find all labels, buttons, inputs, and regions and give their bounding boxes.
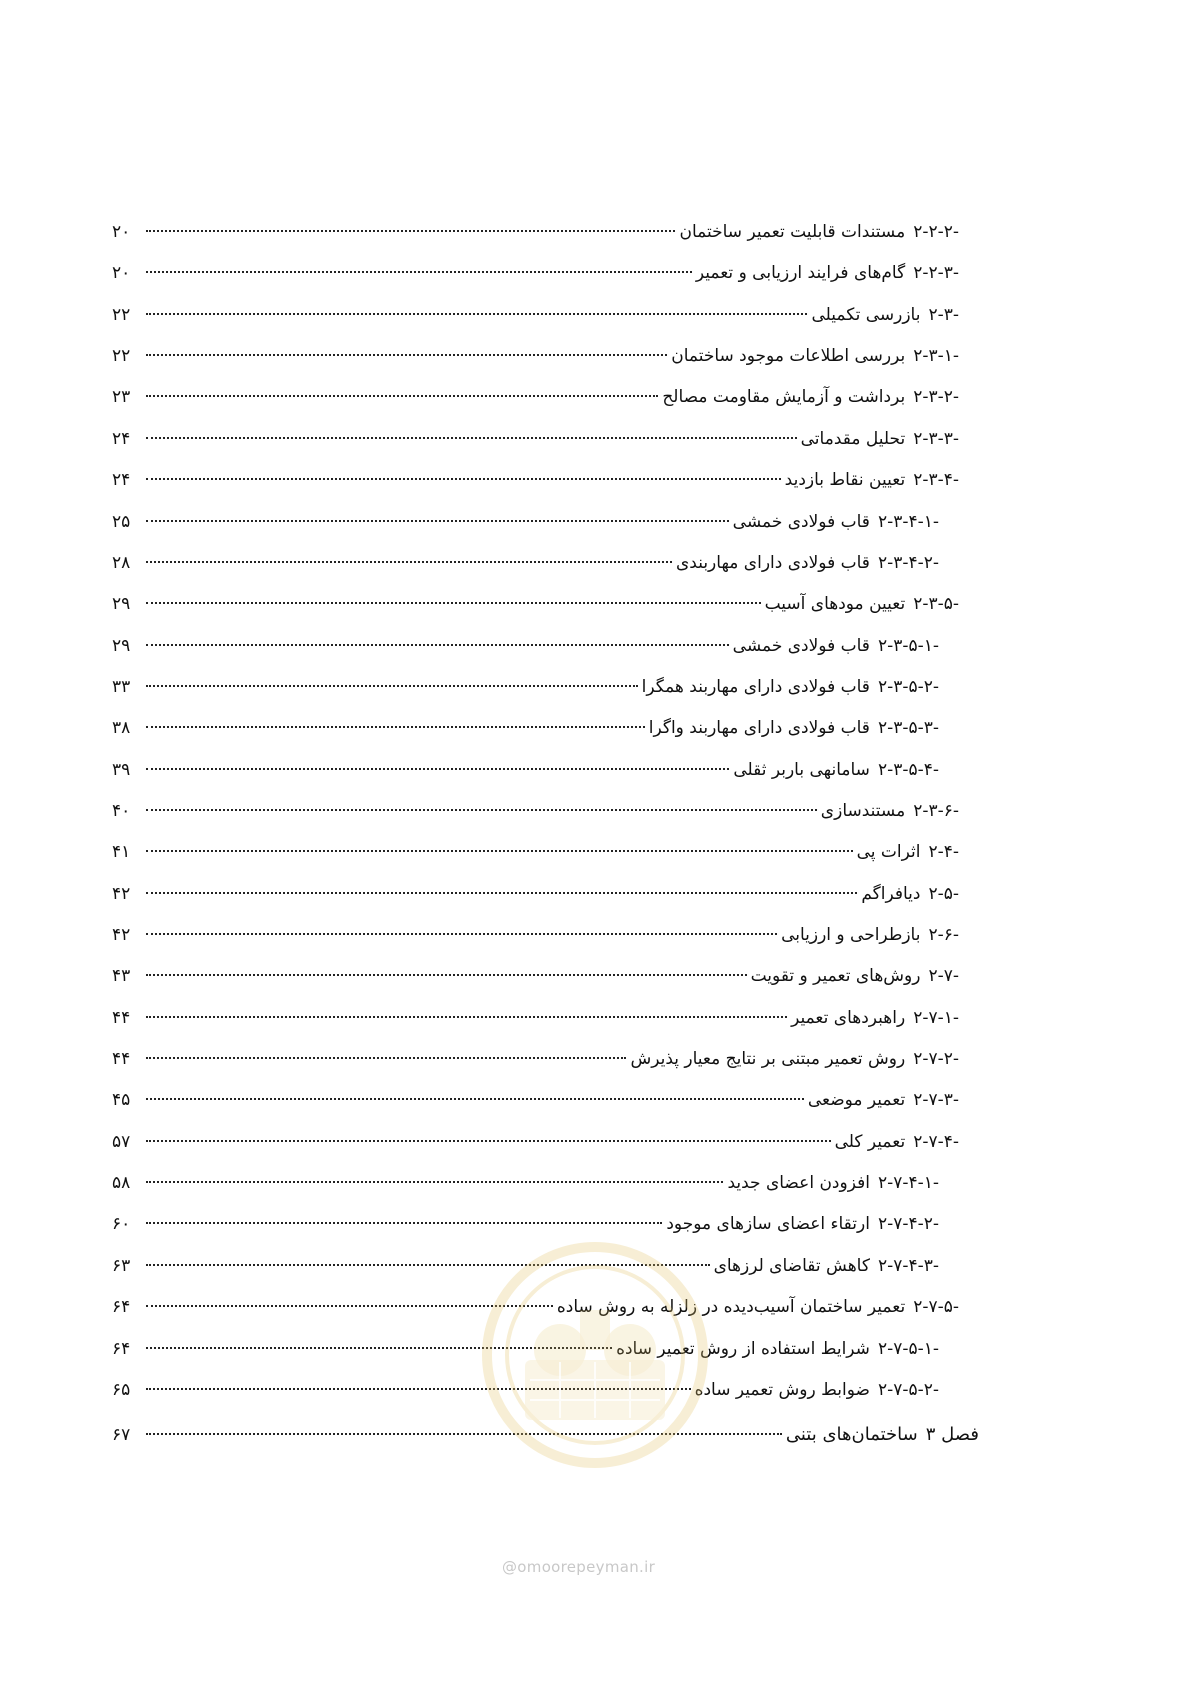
dot-leader bbox=[146, 230, 675, 232]
toc-entry-line bbox=[146, 1287, 959, 1327]
toc-entry-number: ۲-۳-۵-۳- bbox=[877, 718, 939, 738]
toc-entry-number: ۲-۲-۲- bbox=[913, 222, 959, 242]
toc-entry-line bbox=[146, 750, 939, 790]
dot-leader bbox=[146, 520, 729, 522]
toc-entry-line bbox=[146, 460, 959, 500]
dot-leader bbox=[146, 478, 781, 480]
toc-entry-line bbox=[146, 791, 959, 831]
toc-entry-line bbox=[146, 1370, 939, 1410]
toc-entry-number: ۲-۷-۱- bbox=[913, 1008, 959, 1028]
dot-leader bbox=[146, 850, 853, 852]
toc-entry-title: قاب فولادی خمشی bbox=[732, 512, 870, 532]
toc-entry-title: شرایط استفاده از روش تعمیر ساده bbox=[616, 1339, 870, 1359]
toc-entry-line bbox=[146, 295, 959, 335]
toc-entry[interactable] bbox=[0, 1287, 1191, 1327]
toc-entry[interactable] bbox=[0, 1163, 1191, 1203]
toc-entry-title: قاب فولادی دارای مهاربندی bbox=[675, 553, 870, 573]
toc-page-number: ۶۷ bbox=[112, 1425, 131, 1445]
toc-entry-line bbox=[146, 377, 959, 417]
dot-leader bbox=[146, 395, 658, 397]
toc-entry[interactable] bbox=[0, 832, 1191, 872]
toc-entry-number: ۲-۳-۴-۱- bbox=[877, 512, 939, 532]
toc-entry-line bbox=[146, 708, 939, 748]
dot-leader bbox=[146, 1264, 710, 1266]
toc-entry[interactable] bbox=[0, 791, 1191, 831]
toc-page-number: ۳۹ bbox=[112, 760, 131, 780]
toc-page-number: ۴۳ bbox=[112, 966, 131, 986]
toc-entry-number: ۲-۴- bbox=[928, 842, 959, 862]
dot-leader bbox=[146, 1347, 612, 1349]
toc-page-number: ۴۵ bbox=[112, 1090, 131, 1110]
dot-leader bbox=[146, 1222, 662, 1224]
toc-entry-number: ۲-۳-۵-۱- bbox=[877, 636, 939, 656]
dot-leader bbox=[146, 933, 777, 935]
toc-entry-number: ۲-۲-۳- bbox=[913, 263, 959, 283]
toc-entry-title: ساختمان‌های بتنی bbox=[785, 1424, 918, 1445]
toc-page-number: ۶۴ bbox=[112, 1339, 131, 1359]
toc-entry[interactable] bbox=[0, 1204, 1191, 1244]
dot-leader bbox=[146, 1098, 804, 1100]
dot-leader bbox=[146, 1057, 626, 1059]
dot-leader bbox=[146, 726, 645, 728]
dot-leader bbox=[146, 561, 672, 563]
toc-page-number: ۲۲ bbox=[112, 305, 131, 325]
toc-page-number: ۲۳ bbox=[112, 387, 131, 407]
toc-entry-line bbox=[146, 915, 959, 955]
toc-entry-line bbox=[146, 832, 959, 872]
toc-entry-title: افزودن اعضای جدید bbox=[727, 1173, 870, 1193]
toc-entry[interactable] bbox=[0, 750, 1191, 790]
toc-entry-title: تعمیر موضعی bbox=[807, 1090, 906, 1110]
toc-entry-title: تعمیر ساختمان آسیب‌دیده در زلزله به روش ساده bbox=[556, 1297, 906, 1317]
toc-chapter-entry[interactable] bbox=[0, 1415, 1191, 1455]
dot-leader bbox=[146, 768, 729, 770]
table-of-contents bbox=[0, 212, 1191, 1612]
toc-entry-number: ۲-۷-۳- bbox=[913, 1090, 959, 1110]
toc-entry-number: ۲-۳-۲- bbox=[913, 387, 959, 407]
toc-page-number: ۲۲ bbox=[112, 346, 131, 366]
toc-entry-number: ۲-۳-۶- bbox=[913, 801, 959, 821]
toc-entry[interactable] bbox=[0, 1039, 1191, 1079]
toc-entry-number: ۲-۶- bbox=[928, 925, 959, 945]
toc-entry-line bbox=[146, 667, 939, 707]
toc-page-number: ۶۰ bbox=[112, 1214, 131, 1234]
toc-entry-line bbox=[146, 1039, 959, 1079]
toc-entry-line bbox=[146, 874, 959, 914]
toc-entry-line bbox=[146, 419, 959, 459]
toc-entry-title: اثرات پی bbox=[856, 842, 921, 862]
toc-entry-number: ۲-۷-۲- bbox=[913, 1049, 959, 1069]
dot-leader bbox=[146, 271, 692, 273]
toc-page-number: ۲۸ bbox=[112, 553, 131, 573]
toc-entry[interactable] bbox=[0, 708, 1191, 748]
toc-entry-number: ۲-۷-۴-۱- bbox=[877, 1173, 939, 1193]
toc-entry[interactable] bbox=[0, 336, 1191, 376]
toc-entry-title: روش‌های تعمیر و تقویت bbox=[750, 966, 921, 986]
dot-leader bbox=[146, 354, 667, 356]
toc-entry[interactable] bbox=[0, 915, 1191, 955]
toc-entry-title: روش تعمیر مبتنی بر نتایج معیار پذیرش bbox=[630, 1049, 906, 1069]
dot-leader bbox=[146, 437, 797, 439]
toc-entry-title: تحلیل مقدماتی bbox=[800, 429, 906, 449]
toc-page-number: ۴۱ bbox=[112, 842, 131, 862]
toc-page-number: ۴۲ bbox=[112, 925, 131, 945]
watermark-url: @omoorepeyman.ir bbox=[502, 1558, 656, 1576]
toc-entry-line bbox=[146, 626, 939, 666]
toc-page-number: ۳۸ bbox=[112, 718, 131, 738]
toc-entry-title: قاب فولادی دارای مهاربند همگرا bbox=[641, 677, 870, 697]
dot-leader bbox=[146, 1388, 691, 1390]
toc-entry-line bbox=[146, 1329, 939, 1369]
toc-entry[interactable] bbox=[0, 1122, 1191, 1162]
dot-leader bbox=[146, 313, 807, 315]
toc-page-number: ۲۰ bbox=[112, 263, 131, 283]
toc-page-number: ۴۲ bbox=[112, 884, 131, 904]
toc-entry-number: ۲-۳-۵-۲- bbox=[877, 677, 939, 697]
toc-entry[interactable] bbox=[0, 460, 1191, 500]
toc-entry-line bbox=[146, 543, 939, 583]
toc-page-number: ۲۹ bbox=[112, 636, 131, 656]
toc-entry-number: ۲-۷-۴-۳- bbox=[877, 1256, 939, 1276]
toc-page-number: ۴۰ bbox=[112, 801, 131, 821]
toc-entry[interactable] bbox=[0, 956, 1191, 996]
toc-entry-number: ۲-۷- bbox=[928, 966, 959, 986]
toc-entry-number: ۲-۳-۱- bbox=[913, 346, 959, 366]
toc-entry[interactable] bbox=[0, 419, 1191, 459]
toc-entry-title: قاب فولادی خمشی bbox=[732, 636, 870, 656]
toc-entry[interactable] bbox=[0, 874, 1191, 914]
toc-entry[interactable] bbox=[0, 253, 1191, 293]
toc-entry-number: ۲-۳- bbox=[928, 305, 959, 325]
toc-page-number: ۴۴ bbox=[112, 1049, 131, 1069]
dot-leader bbox=[146, 1140, 831, 1142]
toc-entry[interactable] bbox=[0, 295, 1191, 335]
toc-entry-title: ضوابط روش تعمیر ساده bbox=[694, 1380, 870, 1400]
toc-entry-title: بازرسی تکمیلی bbox=[811, 305, 921, 325]
toc-entry-line bbox=[146, 502, 939, 542]
toc-entry-number: ۲-۷-۵-۲- bbox=[877, 1380, 939, 1400]
toc-page-number: ۲۴ bbox=[112, 470, 131, 490]
toc-entry-title: تعیین نقاط بازدید bbox=[784, 470, 906, 490]
toc-entry-title: مستندات قابلیت تعمیر ساختمان bbox=[679, 222, 906, 242]
dot-leader bbox=[146, 602, 761, 604]
toc-entry-line bbox=[146, 1246, 939, 1286]
toc-entry-line bbox=[146, 1122, 959, 1162]
toc-entry-line bbox=[146, 1080, 959, 1120]
toc-entry-number: فصل ۳ bbox=[925, 1424, 979, 1445]
toc-entry[interactable] bbox=[0, 1080, 1191, 1120]
toc-page-number: ۳۳ bbox=[112, 677, 131, 697]
toc-entry[interactable] bbox=[0, 1370, 1191, 1410]
toc-entry-number: ۲-۷-۵- bbox=[913, 1297, 959, 1317]
dot-leader bbox=[146, 1305, 553, 1307]
toc-entry-line bbox=[146, 253, 959, 293]
toc-page-number: ۵۷ bbox=[112, 1132, 131, 1152]
toc-entry-title: کاهش تقاضای لرزهای bbox=[713, 1256, 870, 1276]
toc-entry[interactable] bbox=[0, 998, 1191, 1038]
toc-entry-title: دیافراگم bbox=[861, 884, 921, 904]
dot-leader bbox=[146, 974, 747, 976]
toc-entry-line bbox=[146, 1415, 979, 1455]
toc-entry-line bbox=[146, 956, 959, 996]
toc-page-number: ۲۹ bbox=[112, 594, 131, 614]
toc-page-number: ۶۳ bbox=[112, 1256, 131, 1276]
toc-entry-line bbox=[146, 584, 959, 624]
dot-leader bbox=[146, 1016, 787, 1018]
toc-entry-title: بررسی اطلاعات موجود ساختمان bbox=[671, 346, 906, 366]
toc-entry[interactable] bbox=[0, 543, 1191, 583]
toc-entry-title: مستندسازی bbox=[820, 801, 906, 821]
toc-entry-title: قاب فولادی دارای مهاربند واگرا bbox=[648, 718, 870, 738]
toc-entry-line bbox=[146, 998, 959, 1038]
toc-entry-number: ۲-۳-۵-۴- bbox=[877, 760, 939, 780]
dot-leader bbox=[146, 1181, 723, 1183]
toc-entry-number: ۲-۵- bbox=[928, 884, 959, 904]
dot-leader bbox=[146, 892, 857, 894]
toc-entry-line bbox=[146, 1163, 939, 1203]
toc-entry-title: تعمیر کلی bbox=[834, 1132, 906, 1152]
toc-entry-title: تعیین مودهای آسیب bbox=[764, 594, 906, 614]
toc-entry[interactable] bbox=[0, 212, 1191, 252]
dot-leader bbox=[146, 1433, 782, 1435]
dot-leader bbox=[146, 644, 729, 646]
toc-page-number: ۵۸ bbox=[112, 1173, 131, 1193]
toc-entry[interactable] bbox=[0, 584, 1191, 624]
toc-entry[interactable] bbox=[0, 626, 1191, 666]
toc-entry-title: برداشت و آزمایش مقاومت مصالح bbox=[662, 387, 906, 407]
toc-page-number: ۲۵ bbox=[112, 512, 131, 532]
dot-leader bbox=[146, 685, 638, 687]
toc-entry-line bbox=[146, 1204, 939, 1244]
toc-entry-number: ۲-۳-۳- bbox=[913, 429, 959, 449]
toc-entry-title: بازطراحی و ارزیابی bbox=[781, 925, 921, 945]
toc-entry[interactable] bbox=[0, 502, 1191, 542]
toc-page-number: ۶۴ bbox=[112, 1297, 131, 1317]
toc-page-number: ۲۴ bbox=[112, 429, 131, 449]
toc-entry-number: ۲-۳-۴- bbox=[913, 470, 959, 490]
toc-entry[interactable] bbox=[0, 377, 1191, 417]
toc-entry[interactable] bbox=[0, 1329, 1191, 1369]
toc-entry-title: سامانهی باربر ثقلی bbox=[733, 760, 870, 780]
toc-entry-number: ۲-۷-۴-۲- bbox=[877, 1214, 939, 1234]
toc-entry-number: ۲-۳-۵- bbox=[913, 594, 959, 614]
toc-entry-number: ۲-۳-۴-۲- bbox=[877, 553, 939, 573]
toc-entry-number: ۲-۷-۴- bbox=[913, 1132, 959, 1152]
dot-leader bbox=[146, 809, 817, 811]
toc-entry[interactable] bbox=[0, 667, 1191, 707]
toc-entry-line bbox=[146, 212, 959, 252]
toc-entry-title: ارتقاء اعضای سازهای موجود bbox=[666, 1214, 870, 1234]
toc-entry[interactable] bbox=[0, 1246, 1191, 1286]
toc-entry-title: راهبردهای تعمیر bbox=[791, 1008, 906, 1028]
toc-page-number: ۴۴ bbox=[112, 1008, 131, 1028]
toc-entry-number: ۲-۷-۵-۱- bbox=[877, 1339, 939, 1359]
toc-entry-title: گام‌های فرایند ارزیابی و تعمیر bbox=[695, 263, 906, 283]
toc-page-number: ۶۵ bbox=[112, 1380, 131, 1400]
toc-page-number: ۲۰ bbox=[112, 222, 131, 242]
toc-entry-line bbox=[146, 336, 959, 376]
